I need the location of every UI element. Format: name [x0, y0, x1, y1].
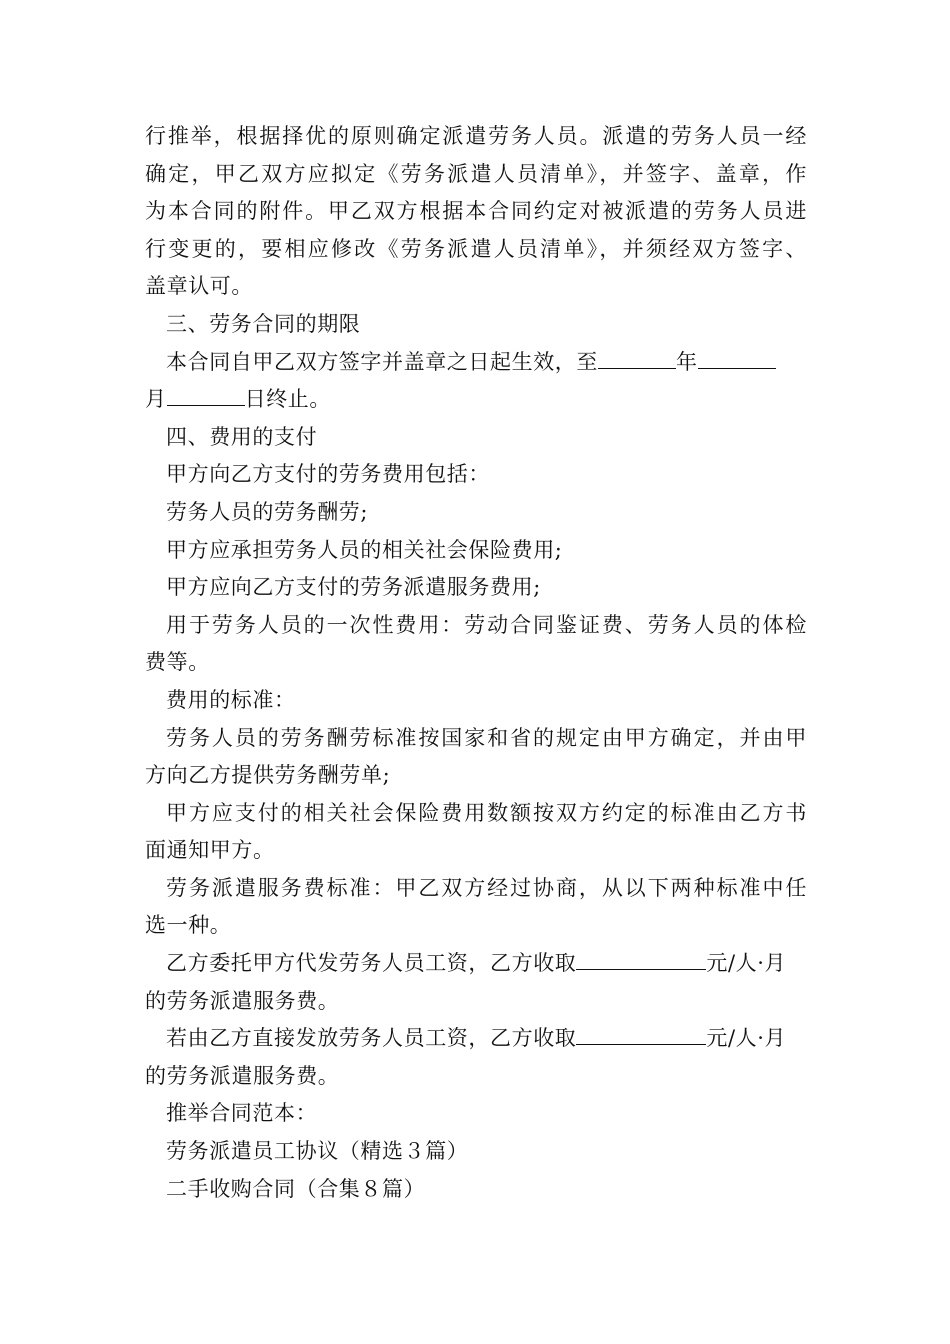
section-heading-payment: 四、费用的支付 [166, 424, 318, 449]
section-heading-term: 三、劳务合同的期限 [166, 311, 361, 336]
fee-unit: 元/人·月 [706, 1026, 787, 1051]
month-blank [698, 346, 776, 369]
day-blank [167, 383, 245, 406]
list-item: 甲方应支付的相关社会保险费用数额按双方约定的标准由乙方书 [166, 800, 807, 825]
day-label: 日终止。 [244, 387, 332, 412]
paragraph-line: 行变更的，要相应修改《劳务派遣人员清单》，并须经双方签字、 [145, 236, 807, 261]
list-item: 劳务人员的劳务酬劳; [166, 499, 369, 524]
list-item: 用于劳务人员的一次性费用：劳动合同鉴证费、劳务人员的体检 [166, 612, 807, 637]
term-clause-line [145, 344, 807, 382]
term-clause-line [145, 381, 807, 419]
month-label: 月 [145, 387, 167, 412]
option-text: 若由乙方直接发放劳务人员工资，乙方收取 [166, 1026, 577, 1051]
fee-blank [576, 947, 706, 970]
year-label: 年 [676, 349, 698, 374]
list-item: 甲方应承担劳务人员的相关社会保险费用; [166, 537, 563, 562]
recommended-heading: 推举合同范本： [166, 1101, 318, 1126]
year-blank [598, 346, 676, 369]
list-item-continuation: 选一种。 [145, 913, 232, 938]
fee-unit: 元/人·月 [706, 951, 787, 976]
list-item: 劳务人员的劳务酬劳标准按国家和省的规定由甲方确定，并由甲 [166, 725, 807, 750]
fee-blank [576, 1022, 706, 1045]
list-item-continuation: 方向乙方提供劳务酬劳单; [145, 763, 391, 788]
list-item-continuation: 费等。 [145, 650, 210, 675]
option-text: 乙方委托甲方代发劳务人员工资，乙方收取 [166, 951, 577, 976]
paragraph-line: 为本合同的附件。甲乙双方根据本合同约定对被派遣的劳务人员进 [145, 199, 807, 224]
paragraph-line: 费用的标准： [166, 687, 296, 712]
document-body [145, 118, 807, 1208]
option-continuation: 的劳务派遣服务费。 [145, 1063, 340, 1088]
list-item: 劳务派遣服务费标准：甲乙双方经过协商，从以下两种标准中任 [166, 875, 807, 900]
term-clause-text: 本合同自甲乙双方签字并盖章之日起生效，至 [166, 349, 598, 374]
recommended-link[interactable]: 二手收购合同（合集８篇） [166, 1176, 426, 1201]
list-item: 甲方应向乙方支付的劳务派遣服务费用; [166, 575, 541, 600]
paragraph-line: 行推举，根据择优的原则确定派遣劳务人员。派遣的劳务人员一经 [145, 124, 807, 148]
paragraph-line: 盖章认可。 [145, 274, 253, 299]
paragraph-line: 甲方向乙方支付的劳务费用包括： [166, 462, 490, 487]
list-item-continuation: 面通知甲方。 [145, 838, 275, 863]
option-line [145, 945, 807, 983]
paragraph-line: 确定，甲乙双方应拟定《劳务派遣人员清单》，并签字、盖章，作 [145, 161, 807, 186]
recommended-link[interactable]: 劳务派遣员工协议（精选３篇） [166, 1139, 469, 1164]
option-line [145, 1020, 807, 1058]
option-continuation: 的劳务派遣服务费。 [145, 988, 340, 1013]
